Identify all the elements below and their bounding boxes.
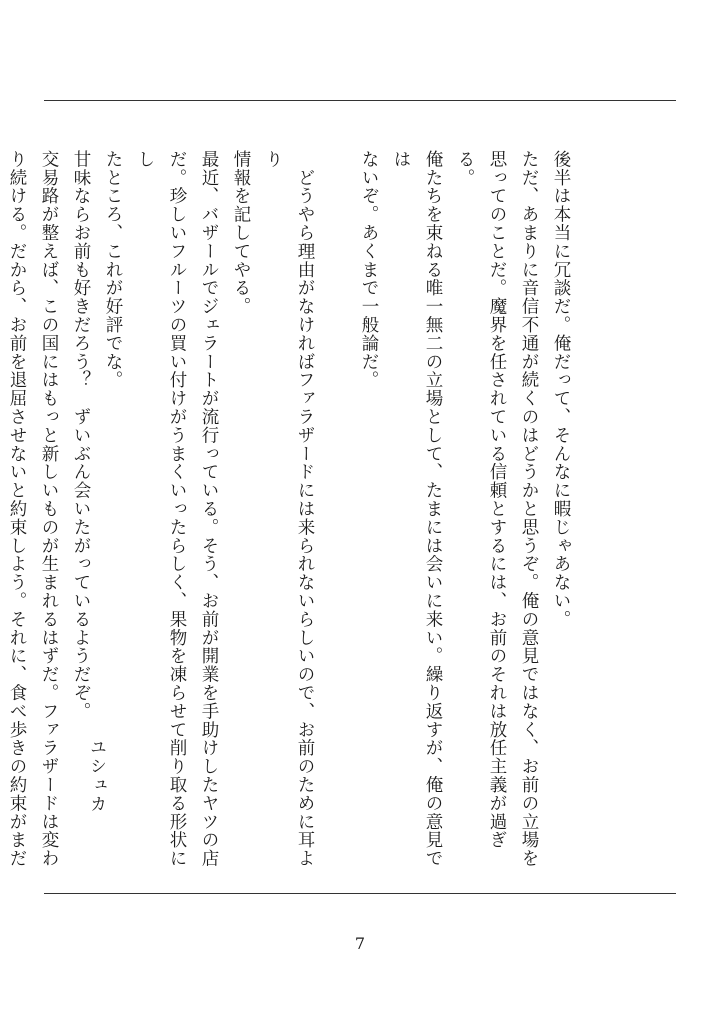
bottom-rule	[44, 893, 676, 894]
page-number: 7	[354, 934, 366, 953]
top-rule	[44, 100, 676, 101]
paragraph-1: 後半は本当に冗談だ。俺だって、そんなに暇じゃあない。 ただ、あまりに音信不通が続くのはどうかと思うぞ。俺の意見ではなく、お前の立場を 思ってのことだ。魔界を任されている信頼とするには、お前のそれは放任主義が過ぎる。 俺たちを束ねる唯一無二の立場として、たまには会いに来い。繰り返すが、俺の意見では ないぞ。あくまで一般論だ。	[359, 150, 571, 868]
paragraph-2: どうやら理由がなければファラザードには来られないらしいので、お前のために耳より 情報を記してやる。 最近、バザールでジェラートが流行っている。そう、お前が開業を手助けしたヤツの店 だ。珍しいフルーツの買い付けがうまくいったらしく、果物を凍らせて削り取る形状にし たところ、これが好評でな。 甘味ならお前も好きだろう？ ずいぶん会いたがっているようだぞ。 交易路が整えば、この国にはもっと新しいものが生まれるはずだ。ファラザードは変わ り続ける。だから、お前を退屈させないと約束しよう。それに、食べ歩きの約束がまだ	[7, 150, 315, 868]
signature: ユシュカ	[86, 738, 106, 814]
paragraph-gap	[321, 150, 353, 875]
